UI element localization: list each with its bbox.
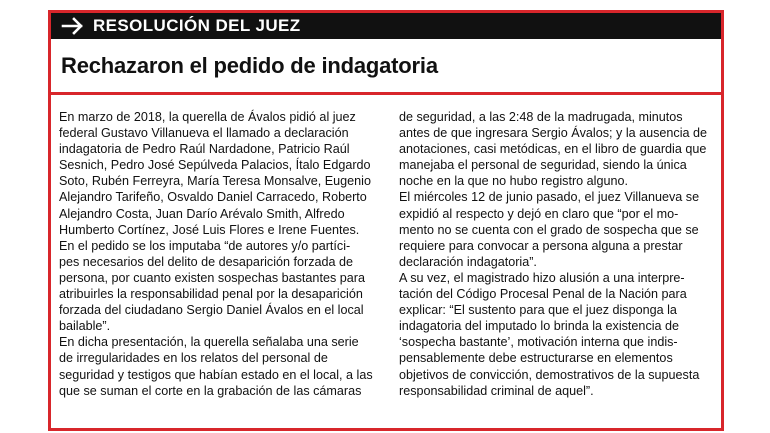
- body-text-line: pensablemente debe estructurarse en elementos: [399, 351, 673, 366]
- body-text-line: mento no se cuenta con el grado de sospecha que se: [399, 222, 699, 237]
- body-text-line: de seguridad, a las 2:48 de la madrugada, minutos: [399, 110, 683, 124]
- body-text-line: Soto, Rubén Ferreyra, María Teresa Monsalve, Eugenio: [59, 174, 371, 189]
- body-text-line: declaración indagatoria”.: [399, 254, 537, 269]
- body-text-line: de irregularidades en los relatos del personal de: [59, 351, 328, 366]
- body-text-line: manejaba el personal de seguridad, siendo la única: [399, 158, 687, 173]
- arrow-right-icon: [61, 14, 85, 38]
- body-text-line: indagatoria del imputado lo brinda la existencia de: [399, 319, 680, 334]
- body-text-line: bailable”.: [59, 319, 111, 334]
- headline: Rechazaron el pedido de indagatoria: [61, 53, 438, 78]
- body-text-line: objetivos de convicción, demostrativos de la supuesta: [399, 367, 700, 382]
- body-text-line: persona, por cuanto existen sospechas bastantes para: [59, 270, 365, 285]
- section-bar: [51, 13, 721, 39]
- body-text-line: responsabilidad criminal de aquel”.: [399, 383, 594, 398]
- body-text-line: que se suman el corte en la grabación de las cámaras: [59, 383, 362, 398]
- body-column-right: [399, 109, 717, 399]
- body-text-line: requiere para convocar a persona alguna a prestar: [399, 238, 683, 253]
- body-text-line: El miércoles 12 de junio pasado, el juez Villanueva se: [399, 190, 700, 205]
- body-text-line: En el pedido se los imputaba “de autores y/o partíci-: [59, 238, 351, 253]
- body-text-line: Sesnich, Pedro José Sepúlveda Palacios, Ítalo Edgardo: [59, 158, 371, 173]
- body-text-line: atribuirles la responsabilidad penal por la desaparición: [59, 287, 363, 302]
- body-text-line: pes necesarios del delito de desaparición forzada de: [59, 254, 354, 269]
- body-text-line: tación del Código Procesal Penal de la Nación para: [399, 287, 687, 302]
- body-text-line: En marzo de 2018, la querella de Ávalos pidió al juez: [59, 110, 356, 124]
- body-text-line: En dicha presentación, la querella señalaba una serie: [59, 335, 359, 350]
- body-text-line: A su vez, el magistrado hizo alusión a una interpre-: [399, 270, 685, 285]
- body-text-line: Alejandro Tarifeño, Osvaldo Daniel Carracedo, Roberto: [59, 190, 367, 205]
- body-text-line: Alejandro Costa, Juan Darío Arévalo Smith, Alfredo: [59, 206, 345, 221]
- body-text-line: noche en la que no hubo registro alguno.: [399, 174, 628, 189]
- body-column-left: [59, 109, 389, 399]
- body-text-line: forzada del ciudadano Sergio Daniel Ávalos en el local: [59, 303, 364, 318]
- headline-divider: [51, 92, 721, 95]
- body-text-line: ‘sospecha bastante’, motivación interna que indis-: [399, 335, 678, 350]
- body-text-line: expidió al respecto y dejó en claro que “por el mo-: [399, 206, 679, 221]
- body-text-line: seguridad y testigos que habían estado en el local, a las: [59, 367, 373, 382]
- body-text-line: federal Gustavo Villanueva el llamado a declaración: [59, 126, 349, 141]
- body-text-line: Humberto Cortínez, José Luis Flores e Irene Fuentes.: [59, 222, 360, 237]
- article-box: [48, 10, 724, 431]
- section-label: RESOLUCIÓN DEL JUEZ: [93, 16, 301, 35]
- body-text-line: explicar: “El sustento para que el juez disponga la: [399, 303, 677, 318]
- body-text-line: antes de que ingresara Sergio Ávalos; y la ausencia de: [399, 126, 708, 141]
- body-text-line: indagatoria de Pedro Raúl Nardadone, Patricio Raúl: [59, 142, 350, 157]
- body-text-line: anotaciones, casi metódicas, en el libro de guardia que: [399, 142, 707, 157]
